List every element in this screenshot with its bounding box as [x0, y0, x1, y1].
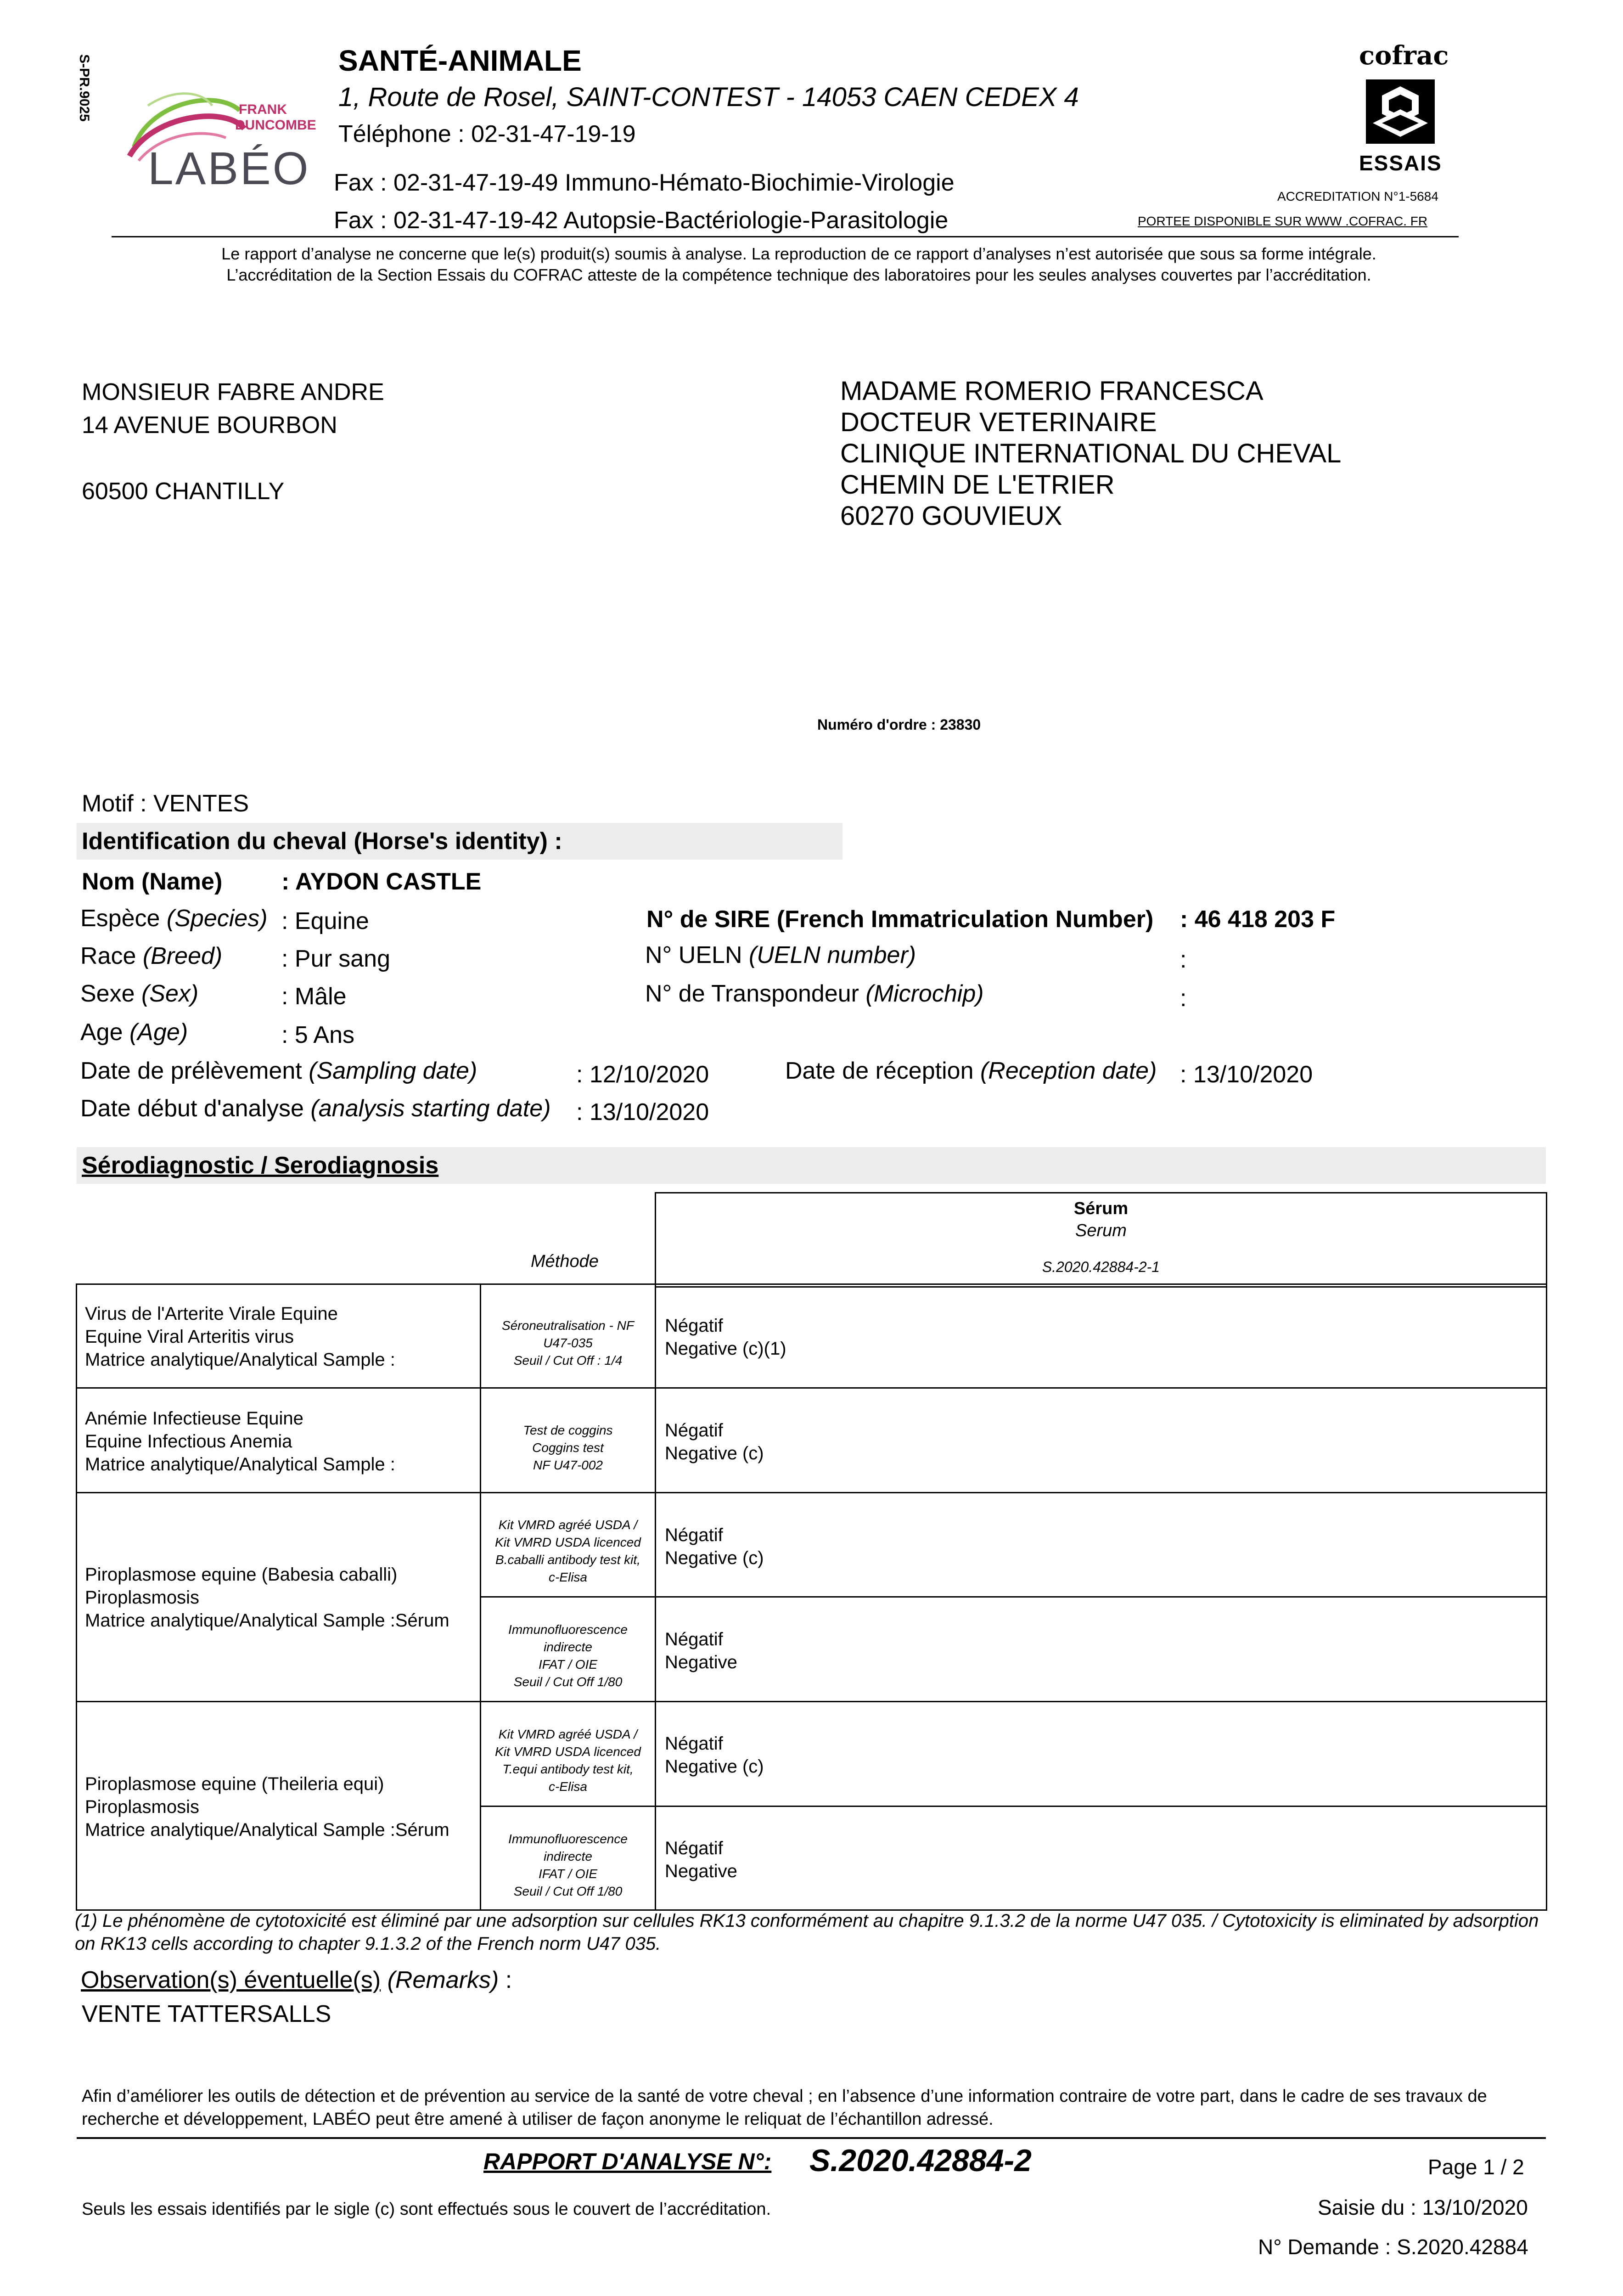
method-line: IFAT / OIE: [538, 1657, 598, 1671]
start-date-value: : 13/10/2020: [576, 1099, 709, 1125]
row-divider-2: [76, 1492, 1546, 1493]
method-line: indirecte: [544, 1849, 592, 1863]
test-name-en: Equine Viral Arteritis virus: [85, 1327, 294, 1347]
logo-brand: LABÉO: [148, 143, 310, 194]
subrow-divider-1: [480, 1596, 1546, 1598]
method-line: Kit VMRD agréé USDA /: [498, 1518, 638, 1532]
accreditation-number: ACCREDITATION N°1-5684: [1277, 189, 1438, 203]
result-en: Negative: [665, 1652, 737, 1672]
method-line: T.equi antibody test kit,: [502, 1762, 634, 1776]
motif: Motif : VENTES: [82, 790, 249, 817]
test-name-en: Piroplasmosis: [85, 1797, 199, 1817]
footer-divider: [77, 2137, 1546, 2139]
result-fr: Négatif: [665, 1316, 723, 1336]
test-name-cell: [85, 1773, 475, 1841]
sample-header-id: S.2020.42884-2-1: [1042, 1259, 1160, 1275]
cofrac-logo-bottom: ESSAIS: [1359, 151, 1442, 175]
sire-value: : 46 418 203 F: [1180, 906, 1336, 933]
fax-immuno: Fax : 02-31-47-19-49 Immuno-Hémato-Biochimie-Virologie: [334, 169, 955, 196]
portee-link[interactable]: PORTEE DISPONIBLE SUR WWW .COFRAC. FR: [1138, 214, 1428, 228]
reception-date-label: Date de réception (Reception date): [785, 1058, 1157, 1084]
vet-clinic: CLINIQUE INTERNATIONAL DU CHEVAL: [840, 439, 1342, 468]
method-line: Coggins test: [532, 1441, 604, 1455]
result-fr: Négatif: [665, 1420, 723, 1441]
result-fr: Négatif: [665, 1838, 723, 1858]
owner-address: [82, 376, 384, 508]
cofrac-logo: [1354, 40, 1449, 178]
side-code: S-PR.9025: [77, 54, 92, 122]
horse-name-label: Nom (Name): [82, 868, 223, 895]
test-name-en: Equine Infectious Anemia: [85, 1431, 292, 1452]
owner-street: 14 AVENUE BOURBON: [82, 412, 337, 439]
method-line: c-Elisa: [548, 1779, 587, 1794]
ueln-value: :: [1180, 946, 1187, 973]
table-header-sample-cell: [655, 1192, 1547, 1288]
breed-label: Race (Breed): [80, 943, 223, 969]
test-name-cell: [85, 1302, 475, 1371]
test-sample-matrix: Matrice analytique/Analytical Sample :: [85, 1454, 395, 1474]
row-divider-1: [76, 1387, 1546, 1389]
result-cell: [665, 1837, 737, 1883]
ueln-label: N° UELN (UELN number): [645, 942, 916, 968]
sampling-date-label: Date de prélèvement (Sampling date): [80, 1058, 477, 1084]
org-address: 1, Route de Rosel, SAINT-CONTEST - 14053 CAEN CEDEX 4: [338, 82, 1079, 112]
method-line: NF U47-002: [533, 1458, 603, 1472]
result-cell: [665, 1314, 786, 1360]
report-number-label: RAPPORT D'ANALYSE N°:: [483, 2149, 772, 2174]
test-sample-matrix: Matrice analytique/Analytical Sample :Sérum: [85, 1820, 449, 1840]
method-line: Immunofluorescence: [508, 1622, 628, 1637]
method-cell: [482, 1422, 654, 1474]
method-cell: [482, 1516, 654, 1586]
test-name-cell: [85, 1407, 475, 1476]
method-cell: [482, 1726, 654, 1795]
test-name-fr: Virus de l'Arterite Virale Equine: [85, 1304, 338, 1324]
result-cell: [665, 1628, 737, 1674]
remarks-value: VENTE TATTERSALLS: [82, 2001, 331, 2027]
method-line: U47-035: [543, 1336, 593, 1350]
serodiagnosis-title: Sérodiagnostic / Serodiagnosis: [82, 1152, 439, 1179]
reception-date-value: : 13/10/2020: [1180, 1061, 1313, 1088]
sire-label: N° de SIRE (French Immatriculation Number): [646, 906, 1154, 933]
result-fr: Négatif: [665, 1733, 723, 1754]
test-name-cell: [85, 1563, 475, 1632]
sex-value: : Mâle: [281, 983, 347, 1010]
remarks-label: Observation(s) éventuelle(s) (Remarks) :: [81, 1967, 512, 1993]
sampling-date-value: : 12/10/2020: [576, 1061, 709, 1088]
sex-label: Sexe (Sex): [80, 980, 199, 1007]
method-line: Immunofluorescence: [508, 1832, 628, 1846]
horse-name-value: : AYDON CASTLE: [281, 868, 482, 895]
test-name-fr: Anémie Infectieuse Equine: [85, 1408, 303, 1429]
logo-sub2: DUNCOMBE: [235, 118, 316, 133]
method-cell: [482, 1317, 654, 1369]
owner-name: MONSIEUR FABRE ANDRE: [82, 379, 384, 405]
breed-value: : Pur sang: [281, 945, 391, 972]
request-number: N° Demande : S.2020.42884: [1258, 2235, 1528, 2259]
disclaimer: [110, 243, 1488, 286]
owner-city: 60500 CHANTILLY: [82, 478, 285, 505]
transponder-value: :: [1180, 985, 1187, 1012]
sample-header-fr: Sérum: [1073, 1199, 1129, 1218]
saisie-date: Saisie du : 13/10/2020: [1318, 2195, 1528, 2219]
method-line: Seuil / Cut Off 1/80: [513, 1675, 623, 1689]
result-en: Negative (c): [665, 1443, 764, 1463]
footnote: (1) Le phénomène de cytotoxicité est éliminé par une adsorption sur cellules RK13 conformément au chapitre 9.1.3.2 de la norme U47 035. / Cytotoxicity is eliminated by adsorption on RK13 cells according to chapter 9.1.3.2 of the French norm U47 035.: [75, 1911, 1539, 1954]
start-date-label: Date début d'analyse (analysis starting date): [80, 1095, 551, 1122]
transponder-label: N° de Transpondeur (Microchip): [645, 980, 984, 1007]
result-en: Negative (c)(1): [665, 1339, 786, 1359]
accreditation-note: Seuls les essais identifiés par le sigle (c) sont effectués sous le couvert de l’accréditation.: [82, 2200, 771, 2219]
species-value: : Equine: [281, 908, 369, 934]
org-phone: Téléphone : 02-31-47-19-19: [338, 121, 636, 147]
disclaimer-line1: Le rapport d’analyse ne concerne que le(s) produit(s) soumis à analyse. La reproduction de ce rapport d’analyses n’est autorisée que sous sa forme intégrale.: [221, 244, 1376, 263]
method-line: c-Elisa: [548, 1570, 587, 1584]
test-name-fr: Piroplasmose equine (Babesia caballi): [85, 1564, 398, 1585]
vet-title: DOCTEUR VETERINAIRE: [840, 407, 1157, 437]
method-header: Méthode: [531, 1252, 599, 1271]
age-label: Age (Age): [80, 1019, 188, 1046]
vet-address: [840, 376, 1341, 532]
row-divider-3: [76, 1701, 1546, 1702]
method-line: Kit VMRD agréé USDA /: [498, 1727, 638, 1741]
report-number: S.2020.42884-2: [809, 2143, 1032, 2178]
result-en: Negative (c): [665, 1756, 764, 1777]
method-line: indirecte: [544, 1640, 592, 1654]
cofrac-logo-top: cofrac: [1359, 40, 1449, 71]
result-cell: [665, 1419, 764, 1465]
improvement-note: Afin d’améliorer les outils de détection et de prévention au service de la santé de votre cheval ; en l’absence d’une information contraire de votre part, dans le cadre de ses travaux de recherche et développement, LABÉO peut être amené à utiliser de façon anonyme le reliquat de l’échantillon adressé.: [82, 2087, 1487, 2129]
order-number: Numéro d'ordre : 23830: [817, 716, 981, 733]
method-cell: [482, 1621, 654, 1691]
test-sample-matrix: Matrice analytique/Analytical Sample :: [85, 1350, 395, 1370]
result-en: Negative (c): [665, 1548, 764, 1568]
labeo-logo: [120, 78, 322, 197]
vet-name: MADAME ROMERIO FRANCESCA: [840, 376, 1264, 406]
result-cell: [665, 1732, 764, 1778]
result-fr: Négatif: [665, 1525, 723, 1545]
method-line: B.caballi antibody test kit,: [495, 1553, 640, 1567]
age-value: : 5 Ans: [281, 1022, 354, 1048]
test-name-en: Piroplasmosis: [85, 1587, 199, 1608]
result-en: Negative: [665, 1861, 737, 1881]
method-line: Kit VMRD USDA licenced: [495, 1745, 641, 1759]
identity-title: Identification du cheval (Horse's identity) :: [82, 828, 562, 855]
method-line: Test de coggins: [523, 1423, 613, 1437]
method-line: Séroneutralisation - NF: [502, 1318, 634, 1333]
test-sample-matrix: Matrice analytique/Analytical Sample :Sérum: [85, 1610, 449, 1631]
method-line: Kit VMRD USDA licenced: [495, 1535, 641, 1549]
method-cell: [482, 1830, 654, 1900]
subrow-divider-2: [480, 1806, 1546, 1807]
result-cell: [665, 1524, 764, 1570]
test-name-fr: Piroplasmose equine (Theileria equi): [85, 1774, 384, 1794]
disclaimer-line2: L’accréditation de la Section Essais du COFRAC atteste de la compétence technique des laboratoires pour les seules analyses couvertes par l’accréditation.: [226, 265, 1371, 284]
cofrac-symbol-icon: [1364, 77, 1437, 146]
sample-header-en: Serum: [1075, 1221, 1127, 1240]
method-line: IFAT / OIE: [538, 1867, 598, 1881]
vet-city: 60270 GOUVIEUX: [840, 501, 1062, 531]
result-fr: Négatif: [665, 1629, 723, 1649]
page-number: Page 1 / 2: [1428, 2155, 1524, 2179]
method-line: Seuil / Cut Off 1/80: [513, 1884, 623, 1898]
org-name: SANTÉ-ANIMALE: [338, 44, 582, 77]
species-label: Espèce (Species): [80, 905, 268, 932]
header-divider: [112, 236, 1459, 237]
method-line: Seuil / Cut Off : 1/4: [513, 1353, 623, 1367]
logo-sub1: FRANK: [239, 102, 287, 117]
vet-street: CHEMIN DE L'ETRIER: [840, 470, 1115, 500]
fax-autopsie: Fax : 02-31-47-19-42 Autopsie-Bactériologie-Parasitologie: [334, 207, 949, 234]
